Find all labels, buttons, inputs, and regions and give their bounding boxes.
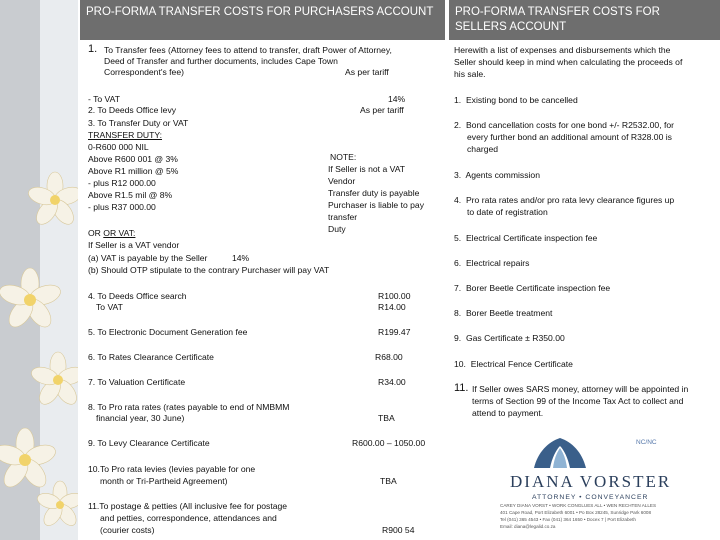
purchasers-header xyxy=(80,0,445,40)
item10-line1: 10.To Pro rata levies (levies payable for one xyxy=(88,464,256,474)
logo-tag: NC/NC xyxy=(636,439,657,446)
seller-item11-line3: attend to payment. xyxy=(472,408,544,418)
item1-line3: Correspondent's fee) xyxy=(104,67,184,77)
or-vat-heading: OR OR VAT: xyxy=(88,228,136,238)
item11-amount: R900 54 xyxy=(382,525,415,535)
logo-name: DIANA VORSTER xyxy=(510,472,672,491)
item9-amount: R600.00 – 1050.00 xyxy=(352,438,426,448)
td-row4: - plus R12 000.00 xyxy=(88,178,156,188)
td-row2: Above R600 001 @ 3% xyxy=(88,154,178,164)
item5-amount: R199.47 xyxy=(378,327,411,337)
item7-amount: R34.00 xyxy=(378,377,406,387)
logo-subtitle: ATTORNEY • CONVEYANCER xyxy=(532,494,649,501)
item8-line1: 8. To Pro rata rates (rates payable to end of NMBMM xyxy=(88,402,290,412)
purchasers-title: PRO-FORMA TRANSFER COSTS FOR PURCHASERS ACCOUNT xyxy=(86,6,434,18)
seller-item9: 9. Gas Certificate ± R350.00 xyxy=(454,333,565,343)
seller-item5: 5. Electrical Certificate inspection fee xyxy=(454,233,598,243)
sellers-intro-2: Seller should keep in mind when calculating the proceeds of xyxy=(454,57,683,67)
logo-line1: CAREY DIANA VORST • WORK CONGLUES ALL • WEN RECHTEN ALLES xyxy=(500,503,657,508)
td-row5: Above R1.5 mil @ 8% xyxy=(88,190,173,200)
seller-item3: 3. Agents commission xyxy=(454,170,540,180)
item4-amount2: R14.00 xyxy=(378,302,406,312)
item6-amount: R68.00 xyxy=(375,352,403,362)
note-line5: Purchaser is liable to pay xyxy=(328,200,425,210)
item4-line2: To VAT xyxy=(96,302,123,312)
seller-item4-line1: 4. Pro rata rates and/or pro rata levy clearance figures up xyxy=(454,195,675,205)
plumeria-flowers-image xyxy=(0,0,78,540)
seller-item11-line1: If Seller owes SARS money, attorney will be appointed in xyxy=(472,384,689,394)
logo-line2: 401 Cape Road, Port Elizabeth 6001 • Po Box 28245, Sunridge Park 6008 xyxy=(500,510,652,515)
seller-item1: 1. Existing bond to be cancelled xyxy=(454,95,578,105)
vat-line1: If Seller is a VAT vendor xyxy=(88,240,180,250)
item1-number: 1. xyxy=(88,43,98,55)
diana-vorster-logo xyxy=(470,400,720,540)
seller-item11-line2: terms of Section 99 of the Income Tax Act to collect and xyxy=(472,396,684,406)
td-row3: Above R1 million @ 5% xyxy=(88,166,179,176)
td-row6: - plus R37 000.00 xyxy=(88,202,156,212)
item9: 9. To Levy Clearance Certificate xyxy=(88,438,210,448)
item5: 5. To Electronic Document Generation fee xyxy=(88,327,248,337)
deeds-office-levy: 2. To Deeds Office levy xyxy=(88,105,177,115)
vat-line2-percent: 14% xyxy=(232,253,250,263)
note-line3: Vendor xyxy=(328,176,356,186)
seller-item8: 8. Borer Beetle treatment xyxy=(454,308,553,318)
item6: 6. To Rates Clearance Certificate xyxy=(88,352,214,362)
vat-label: - To VAT xyxy=(88,94,120,104)
seller-item2-line1: 2. Bond cancellation costs for one bond +/- R2532.00, for xyxy=(454,120,674,130)
seller-item4-line2: to date of registration xyxy=(467,207,548,217)
or-vat-label: OR VAT: xyxy=(103,228,136,238)
note-line4: Transfer duty is payable xyxy=(328,188,420,198)
note-line6: transfer xyxy=(328,212,358,222)
seller-item7: 7. Borer Beetle Certificate inspection fee xyxy=(454,283,611,293)
seller-item2-line2: every further bond an additional amount of R328.00 is xyxy=(467,132,672,142)
item8-line2: financial year, 30 June) xyxy=(96,413,185,423)
note-line7: Duty xyxy=(328,224,346,234)
seller-item2-line3: charged xyxy=(467,144,499,154)
seller-item11-number: 11. xyxy=(454,382,469,394)
seller-item6: 6. Electrical repairs xyxy=(454,258,530,268)
item10-amount: TBA xyxy=(380,476,397,486)
sellers-intro-1: Herewith a list of expenses and disbursements which the xyxy=(454,45,671,55)
note-line1: NOTE: xyxy=(330,152,357,162)
vat-line2: (a) VAT is payable by the Seller xyxy=(88,253,208,263)
item10-line2: month or Tri-Partheid Agreement) xyxy=(100,476,228,486)
item4-amount1: R100.00 xyxy=(378,291,411,301)
item8-amount: TBA xyxy=(378,413,395,423)
transfer-duty-or-vat: 3. To Transfer Duty or VAT xyxy=(88,118,189,128)
logo-line3: Tel (041) 365 4543 • Fax (041) 364 1650 • Docex 7 | Port Elizabeth xyxy=(500,517,636,522)
sellers-intro-3: his sale. xyxy=(454,69,486,79)
sellers-title: PRO-FORMA TRANSFER COSTS FOR SELLERS ACCOUNT xyxy=(455,6,660,33)
note-line2: If Seller is not a VAT xyxy=(328,164,406,174)
item1-line1: To Transfer fees (Attorney fees to attend to transfer, draft Power of Attorney, xyxy=(104,45,392,55)
item7: 7. To Valuation Certificate xyxy=(88,377,186,387)
item4-line1: 4. To Deeds Office search xyxy=(88,291,187,301)
vat-percent: 14% xyxy=(388,94,406,104)
transfer-duty-heading: TRANSFER DUTY: xyxy=(88,130,163,140)
item1-line2: Deed of Transfer and further documents, includes Cape Town xyxy=(104,56,338,66)
item1-amount: As per tariff xyxy=(345,67,389,77)
item11-line3: (courier costs) xyxy=(100,525,155,535)
item11-line2: and petties, correspondence, attendances and xyxy=(100,513,277,523)
deeds-office-amount: As per tariff xyxy=(360,105,404,115)
td-row1: 0-R600 000 NIL xyxy=(88,142,149,152)
vat-line3: (b) Should OTP stipulate to the contrary Purchaser will pay VAT xyxy=(88,265,330,275)
item11-line1: 11.To postage & petties (All inclusive fee for postage xyxy=(88,501,288,511)
logo-mark-icon xyxy=(530,434,590,474)
seller-item10: 10. Electrical Fence Certificate xyxy=(454,359,573,369)
logo-line4: Email: diana@legalid.co.za xyxy=(500,524,556,529)
sellers-header xyxy=(449,0,720,40)
